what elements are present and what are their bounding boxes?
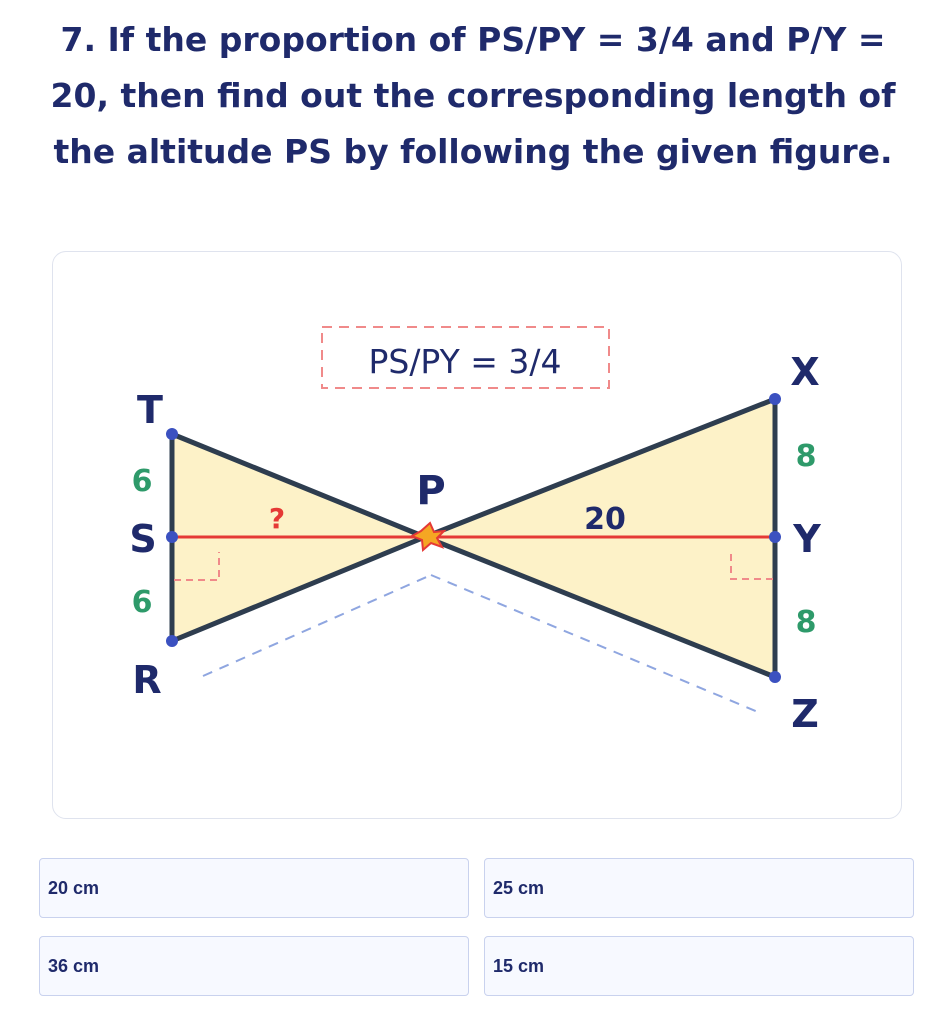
answer-option-label: 36 cm: [48, 955, 100, 976]
length-xy: 8: [795, 439, 817, 474]
point-p-star-icon: [412, 523, 444, 550]
answer-option-a[interactable]: [39, 858, 469, 918]
label-z: Z: [791, 692, 819, 736]
answer-option-label: 25 cm: [493, 877, 545, 898]
length-yz: 8: [795, 605, 817, 640]
vertex-z-dot: [769, 671, 781, 683]
answer-option-d[interactable]: [484, 936, 914, 996]
vertex-t-dot: [166, 428, 178, 440]
label-x: X: [790, 350, 820, 394]
label-p: P: [416, 468, 446, 514]
length-py: 20: [584, 502, 626, 537]
similar-triangles-figure: [53, 252, 901, 818]
ratio-label: PS/PY = 3/4: [368, 342, 562, 381]
answer-option-b[interactable]: [484, 858, 914, 918]
label-y: Y: [793, 517, 821, 561]
figure-card: [52, 251, 902, 819]
answer-option-label: 15 cm: [493, 955, 545, 976]
vertex-x-dot: [769, 393, 781, 405]
answer-option-label: 20 cm: [48, 877, 100, 898]
question-text: 7. If the proportion of PS/PY = 3/4 and P/Y = 20, then find out the corresponding length of the altitude PS by following the given figure.: [50, 20, 896, 171]
length-ts: 6: [131, 464, 153, 499]
vertex-s-dot: [166, 531, 178, 543]
length-sr: 6: [131, 585, 153, 620]
label-r: R: [132, 658, 162, 702]
label-s: S: [129, 517, 157, 561]
label-t: T: [137, 388, 163, 432]
length-ps-unknown: ?: [268, 502, 286, 535]
vertex-r-dot: [166, 635, 178, 647]
answer-option-c[interactable]: [39, 936, 469, 996]
vertex-y-dot: [769, 531, 781, 543]
